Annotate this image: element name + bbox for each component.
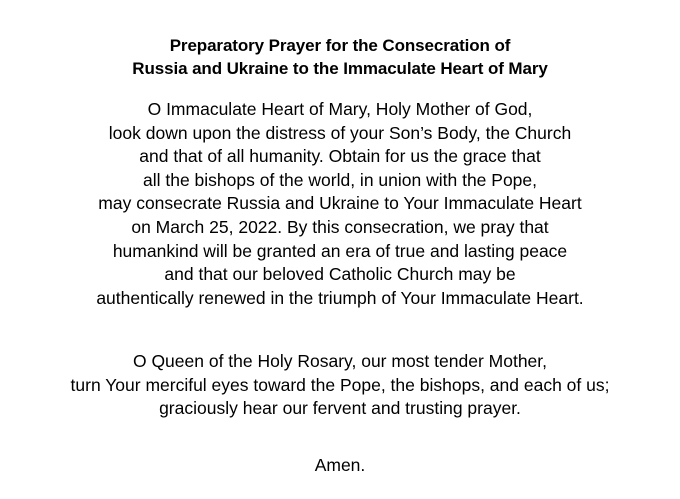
paragraph-2-line-1: O Queen of the Holy Rosary, our most tender Mother,: [132, 351, 548, 371]
paragraph-2-line-2: turn Your merciful eyes toward the Pope, the bishops, and each of us;: [70, 374, 610, 395]
paragraph-1-line-9: authentically renewed in the triumph of Your Immaculate Heart.: [96, 287, 584, 308]
paragraph-1-line-8: and that our beloved Catholic Church may be: [164, 264, 516, 285]
title-line-1: Preparatory Prayer for the Consecration of: [169, 36, 511, 55]
paragraph-1-line-4: all the bishops of the world, in union with the Pope,: [143, 169, 537, 190]
prayer-title: [0, 34, 680, 80]
paragraph-1-line-6: on March 25, 2022. By this consecration, we pray that: [131, 216, 549, 237]
paragraph-1-line-1: O Immaculate Heart of Mary, Holy Mother of God,: [147, 99, 533, 119]
paragraph-1-line-5: may consecrate Russia and Ukraine to Your Immaculate Heart: [98, 193, 582, 214]
prayer-paragraph-1: [0, 98, 680, 310]
paragraph-1-line-3: and that of all humanity. Obtain for us the grace that: [139, 146, 541, 167]
prayer-paragraph-2: [0, 350, 680, 421]
title-line-2: Russia and Ukraine to the Immaculate Heart of Mary: [132, 59, 548, 78]
paragraph-2-line-3: graciously hear our fervent and trusting prayer.: [159, 398, 521, 419]
paragraph-1-line-2: look down upon the distress of your Son’s Body, the Church: [108, 122, 572, 143]
paragraph-1-line-7: humankind will be granted an era of true and lasting peace: [112, 240, 568, 261]
closing-amen: Amen.: [314, 455, 366, 475]
